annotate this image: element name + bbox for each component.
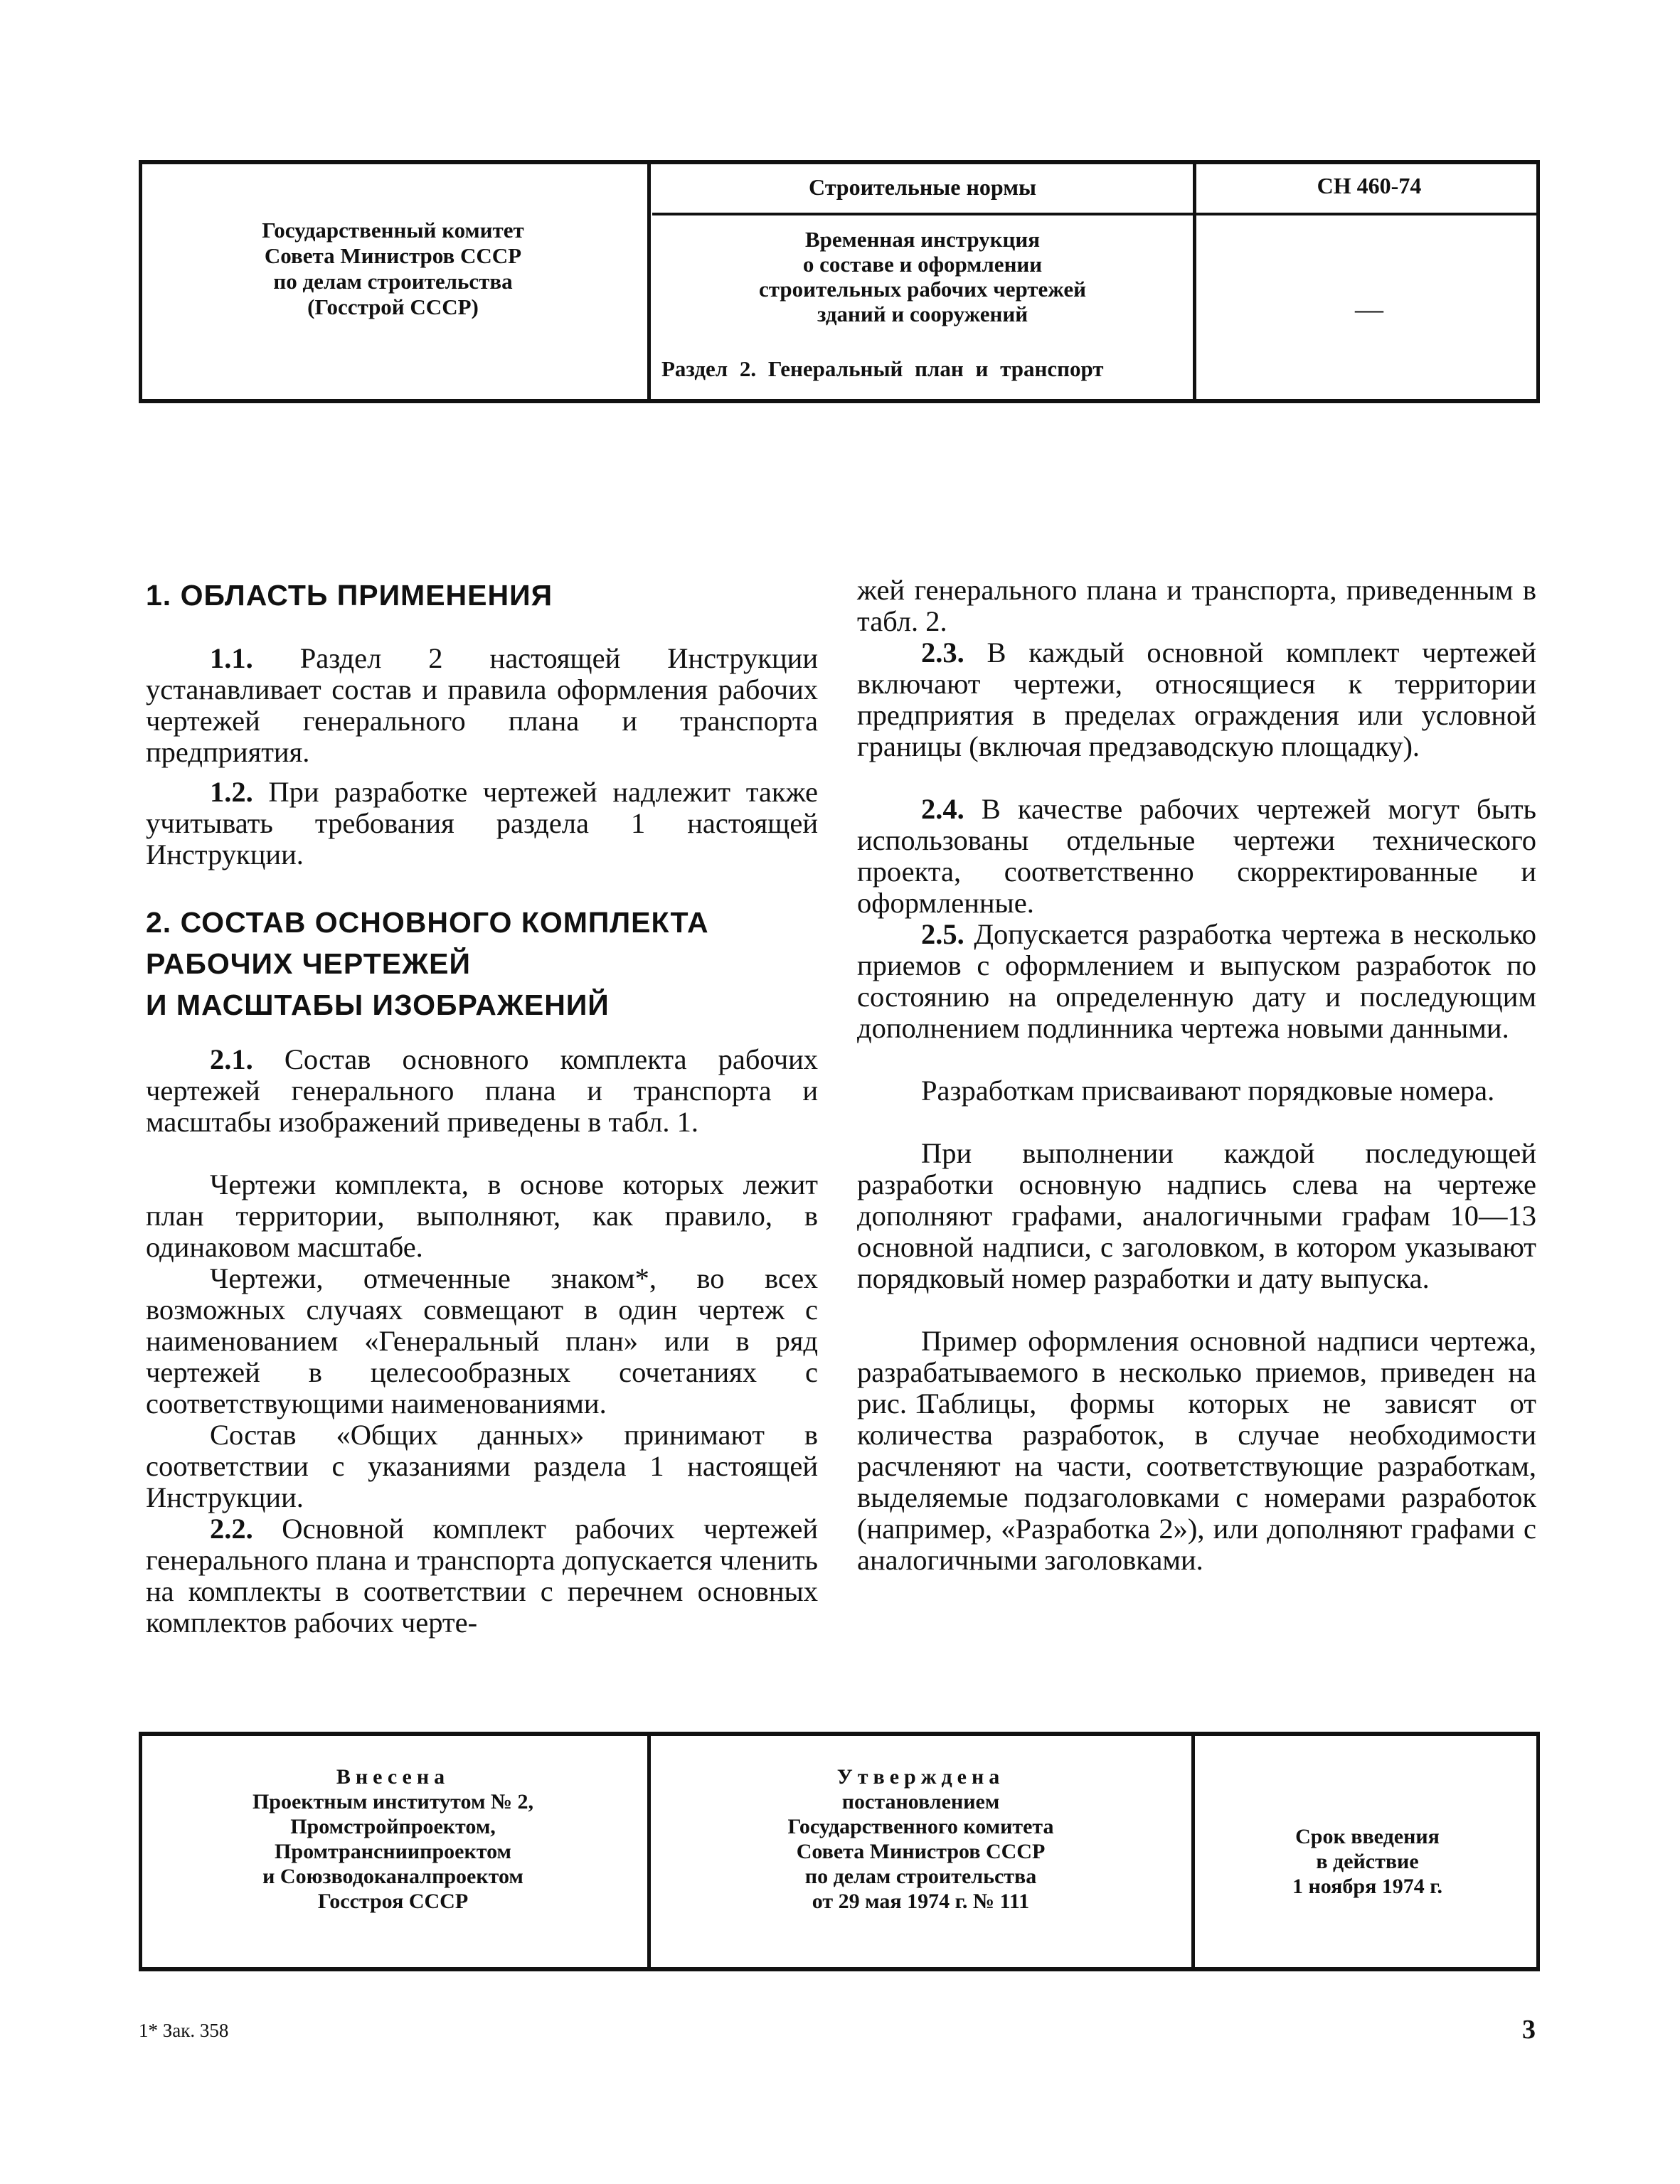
paragraph: Разработкам присваивают порядковые номера. — [921, 1075, 1495, 1107]
paragraph-number: 2.3. — [921, 636, 964, 668]
title-line: строительных рабочих чертежей — [759, 277, 1086, 302]
approval-table — [139, 1732, 1540, 1971]
section-1-heading: 1. ОБЛАСТЬ ПРИМЕНЕНИЯ — [146, 579, 553, 612]
title-line: зданий и сооружений — [817, 302, 1028, 326]
paragraph-continuation: жей генерального плана и транспорта, приведенным в табл. 2. — [857, 574, 1536, 637]
paragraph-number: 1.2. — [210, 776, 253, 808]
paragraph: Чертежи комплекта, в основе которых лежит план территории, выполняют, как правило, в одинаковом масштабе. — [146, 1168, 818, 1263]
document-title — [652, 227, 1193, 326]
section-name: Раздел 2. Генеральный план и транспорт — [661, 356, 1104, 381]
replaces-dash: — — [1355, 293, 1383, 325]
cell-line: Государственного комитета — [787, 1815, 1054, 1838]
cell-line: Проектным институтом № 2, — [252, 1790, 534, 1813]
paragraph: Пример оформления основной надписи чертежа, разрабатываемого в несколько приемов, приведен на рис. 1. — [857, 1325, 1536, 1419]
paragraph-text: В качестве рабочих чертежей могут быть использованы отдельные чертежи технического проекта, соответственно скорректированные и оформленные. — [857, 793, 1536, 919]
org-line: Государственный комитет — [262, 218, 524, 243]
paragraph: Чертежи, отмеченные знаком*, во всех возможных случаях совмещают в один чертеж с наименованием «Генеральный план» или в ряд чертежей в целесообразных сочетаниях с соответствующими наименованиями. — [146, 1262, 818, 1419]
cell-line: Срок введения — [1295, 1825, 1440, 1848]
paragraph-text: Допускается разработка чертежа в несколько приемов с оформлением и выпуском разработок по состоянию на определенную дату и последующим дополнением подлинника чертежа новыми данными. — [857, 918, 1536, 1044]
cell-line: 1 ноября 1974 г. — [1292, 1875, 1443, 1898]
paragraph-number: 2.4. — [921, 793, 964, 825]
cell-line: в действие — [1316, 1850, 1419, 1873]
document-type: Строительные нормы — [809, 174, 1036, 200]
paragraph-text: Раздел 2 настоящей Инструкции устанавливает состав и правила оформления рабочих чертежей генерального плана и транспорта предприятия. — [146, 642, 818, 768]
cell-heading: Утверждена — [836, 1765, 1005, 1789]
table-border-right — [1536, 164, 1540, 399]
paragraph-2-1 — [146, 1044, 818, 1138]
paragraph-number: 2.5. — [921, 918, 964, 950]
cell-line: по делам строительства — [804, 1865, 1037, 1888]
paragraph-2-5 — [857, 919, 1536, 1044]
page-number: 3 — [1522, 2015, 1536, 2045]
approved-by — [652, 1764, 1189, 1914]
effective-date — [1195, 1824, 1540, 1899]
org-line: Совета Министров СССР — [264, 243, 522, 268]
cell-heading: Внесена — [336, 1765, 450, 1789]
table-hline — [652, 213, 1540, 215]
header-table — [139, 160, 1540, 403]
print-order-number: 1* Зак. 358 — [139, 2020, 229, 2041]
paragraph-text: Состав основного комплекта рабочих чертежей генерального плана и транспорта и масштабы изображений приведены в табл. 1. — [146, 1043, 818, 1138]
title-line: о составе и оформлении — [802, 252, 1043, 277]
paragraph: При выполнении каждой последующей разработки основную надпись слева на чертеже дополняют графами, аналогичными графам 10—13 основной надписи, с заголовком, в котором указывают порядковый номер разработки и дату выпуска. — [857, 1137, 1536, 1294]
paragraph-number: 2.1. — [210, 1043, 253, 1075]
paragraph-number: 2.2. — [210, 1513, 253, 1545]
cell-line: и Союзводоканалпроектом — [262, 1865, 523, 1888]
title-line: Временная инструкция — [804, 227, 1041, 252]
cell-line: от 29 мая 1974 г. № 111 — [812, 1890, 1030, 1913]
table-divider — [1193, 164, 1196, 399]
paragraph-text: В каждый основной комплект чертежей включают чертежи, относящиеся к территории предприятия в пределах ограждения или условной границы (включая предзаводскую площадку). — [857, 636, 1536, 762]
paragraph-1-1 — [146, 643, 818, 768]
paragraph-2-2 — [146, 1513, 818, 1639]
section-2-heading — [146, 902, 709, 1026]
paragraph-text: Основной комплект рабочих чертежей генерального плана и транспорта допускается членить на комплекты в соответствии с перечнем основных комплектов рабочих черте- — [146, 1513, 818, 1639]
heading-line: 2. СОСТАВ ОСНОВНОГО КОМПЛЕКТА — [146, 906, 709, 939]
table-divider — [647, 164, 651, 399]
paragraph-number: 1.1. — [210, 642, 253, 674]
org-line: по делам строительства — [273, 269, 513, 294]
cell-line: Промтрансниипроектом — [275, 1840, 511, 1863]
submitted-by — [139, 1764, 647, 1914]
table-divider — [647, 1736, 651, 1967]
org-line: (Госстрой СССР) — [307, 294, 479, 319]
heading-line: РАБОЧИХ ЧЕРТЕЖЕЙ — [146, 947, 471, 980]
paragraph-text: При разработке чертежей надлежит также учитывать требования раздела 1 настоящей Инструкции. — [146, 776, 818, 870]
document-code: СН 460-74 — [1317, 173, 1422, 198]
paragraph-1-2 — [146, 777, 818, 870]
heading-line: И МАСШТАБЫ ИЗОБРАЖЕНИЙ — [146, 989, 610, 1021]
issuing-organization — [139, 218, 647, 320]
paragraph: Таблицы, формы которых не зависят от количества разработок, в случае необходимости расчленяют на части, соответствующие разработкам, выделяемые подзаголовками с номерами разработок (например, «Разработка 2»), или дополняют графами с аналогичными заголовками. — [857, 1387, 1536, 1576]
cell-line: Госстроя СССР — [317, 1890, 469, 1913]
cell-line: Промстройпроектом, — [290, 1815, 496, 1838]
cell-line: Совета Министров СССР — [796, 1840, 1046, 1863]
paragraph-2-3 — [857, 637, 1536, 762]
paragraph-2-4 — [857, 794, 1536, 919]
cell-line: постановлением — [841, 1790, 1000, 1813]
paragraph: Состав «Общих данных» принимают в соответствии с указаниями раздела 1 настоящей Инструкции. — [146, 1419, 818, 1513]
